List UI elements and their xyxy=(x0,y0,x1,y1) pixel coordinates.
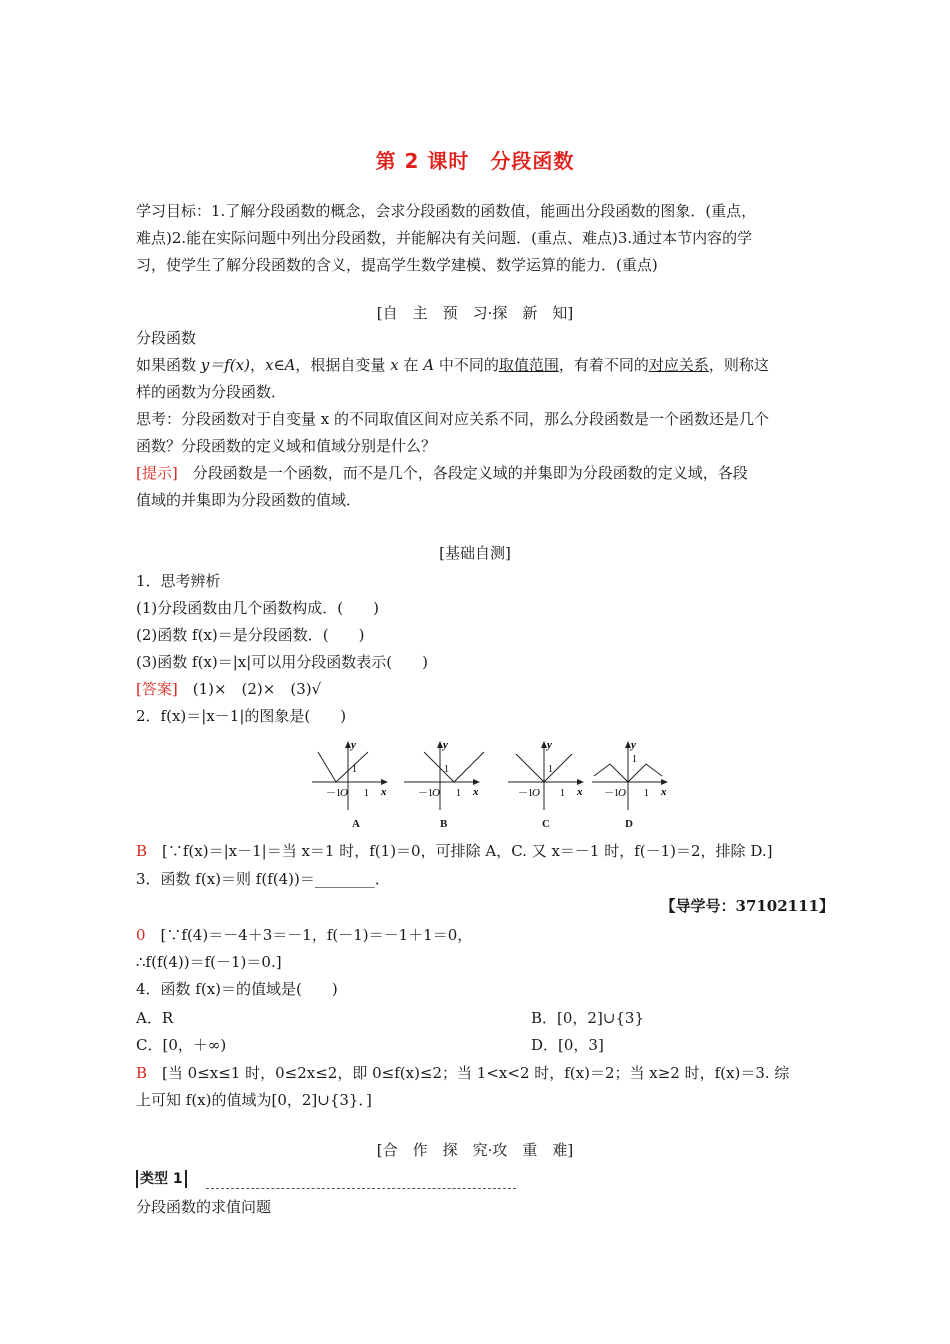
svg-text:－1: －1 xyxy=(326,788,341,799)
q3-answer-2: ∴f(f(4))＝f(－1)＝0.] xyxy=(136,953,282,971)
section-basic-test-heading: [基础自测] xyxy=(439,544,511,562)
svg-text:1: 1 xyxy=(352,764,357,775)
svg-text:1: 1 xyxy=(644,788,649,799)
svg-text:1: 1 xyxy=(364,788,369,799)
svg-text:－1: －1 xyxy=(604,788,619,799)
objectives-line-3: 习，使学生了解分段函数的含义，提高学生数学建模、数学运算的能力．(重点) xyxy=(136,256,658,274)
svg-text:O: O xyxy=(432,787,440,799)
svg-text:1: 1 xyxy=(548,764,553,775)
section-cooperate-heading: [合 作 探 究·攻 重 难] xyxy=(376,1141,574,1159)
graph-c xyxy=(508,739,584,810)
q4-options-row-1 xyxy=(136,1005,645,1032)
type-tag-row xyxy=(136,1168,516,1194)
hint-line-2: 值域的并集即为分段函数的值域． xyxy=(136,491,362,509)
graph-a xyxy=(312,739,388,810)
svg-text:y: y xyxy=(547,739,552,751)
graph-label-b: B xyxy=(440,818,448,830)
svg-text:－1: －1 xyxy=(518,788,533,799)
think-line-1: 思考：分段函数对于自变量 x 的不同取值区间对应关系不同，那么分段函数是一个函数还是几个 xyxy=(136,410,769,428)
svg-text:1: 1 xyxy=(456,788,461,799)
dashed-divider xyxy=(206,1188,516,1189)
answer-tag: [答案] xyxy=(136,680,178,698)
svg-text:x: x xyxy=(661,786,667,798)
q1-item-3: (3)函数 f(x)＝|x|可以用分段函数表示( ) xyxy=(136,653,429,671)
objectives-line-1: 学习目标：1.了解分段函数的概念，会求分段函数的函数值，能画出分段函数的图象．(重点， xyxy=(136,202,757,220)
q4-answer-letter: B xyxy=(136,1064,148,1082)
hint-line-1: [提示] 分段函数是一个函数，而不是几个，各段定义域的并集即为分段函数的定义域，各段 xyxy=(136,464,748,482)
objectives-line-2: 难点)2.能在实际问题中列出分段函数，并能解决有关问题．(重点、难点)3.通过本节内容的学 xyxy=(136,229,753,247)
graph-b xyxy=(404,739,484,810)
concept-line-1: 如果函数 y＝f(x)，x∈A，根据自变量 x 在 A 中不同的取值范围，有着不同的对应关系，则称这 xyxy=(136,356,769,374)
q1-item-2: (2)函数 f(x)＝是分段函数．( ) xyxy=(136,626,365,644)
svg-text:x: x xyxy=(473,786,479,798)
graph-label-d: D xyxy=(625,818,633,830)
q4-options-row-2 xyxy=(136,1032,604,1059)
svg-text:x: x xyxy=(381,786,387,798)
graph-label-a: A xyxy=(352,818,360,830)
hint-tag: [提示] xyxy=(136,464,178,482)
section-preview-heading: [自 主 预 习·探 新 知] xyxy=(376,304,574,322)
graph-d xyxy=(592,739,668,810)
type-title: 分段函数的求值问题 xyxy=(136,1198,272,1216)
svg-text:1: 1 xyxy=(632,754,637,765)
q4-option-b: B．[0，2]∪{3} xyxy=(531,1009,645,1027)
page-title: 第 2 课时 分段函数 xyxy=(375,149,575,173)
svg-text:y: y xyxy=(351,739,356,751)
q3-answer-letter: 0 xyxy=(136,926,146,944)
q1-item-1: (1)分段函数由几个函数构成．( ) xyxy=(136,599,379,617)
graphs-svg xyxy=(308,738,668,830)
concept-line-2: 样的函数为分段函数． xyxy=(136,383,287,401)
q3-title: 3．函数 f(x)＝则 f(f(4))＝________． xyxy=(136,870,390,888)
q3-answer-1: 0 [∵f(4)＝－4＋3＝－1，f(－1)＝－1＋1＝0， xyxy=(136,926,473,944)
underlined-relation: 对应关系 xyxy=(648,356,709,374)
concept-heading: 分段函数 xyxy=(136,329,197,347)
graph-label-c: C xyxy=(542,818,550,830)
svg-text:1: 1 xyxy=(444,764,449,775)
q1-title: 1．思考辨析 xyxy=(136,572,221,590)
q1-answer: [答案] (1)× (2)× (3)√ xyxy=(136,680,322,698)
svg-text:－1: －1 xyxy=(418,788,433,799)
q4-title: 4．函数 f(x)＝的值域是( ) xyxy=(136,980,338,998)
svg-text:O: O xyxy=(618,787,626,799)
guide-number: 【导学号：37102111】 xyxy=(660,897,834,915)
think-line-2: 函数？分段函数的定义域和值域分别是什么？ xyxy=(136,437,437,455)
q2-answer-letter: B xyxy=(136,842,148,860)
q4-answer-2: 上可知 f(x)的值域为[0，2]∪{3}．] xyxy=(136,1091,372,1109)
q4-option-c: C．[0，＋∞) xyxy=(136,1036,227,1054)
svg-text:O: O xyxy=(340,787,348,799)
underlined-range: 取值范围 xyxy=(498,356,559,374)
svg-text:O: O xyxy=(532,787,540,799)
type-tag: 类型 1 xyxy=(136,1170,187,1188)
q2-title: 2．f(x)＝|x－1|的图象是( ) xyxy=(136,707,347,725)
svg-text:y: y xyxy=(443,739,448,751)
q4-option-a: A．R xyxy=(136,1009,174,1027)
q4-answer-1: B [当 0≤x≤1 时，0≤2x≤2，即 0≤f(x)≤2；当 1<x<2 时，f(x)＝2；当 x≥2 时，f(x)＝3. 综 xyxy=(136,1064,790,1082)
svg-text:y: y xyxy=(631,739,636,751)
q4-option-d: D．[0，3] xyxy=(531,1036,604,1054)
svg-text:x: x xyxy=(577,786,583,798)
svg-text:1: 1 xyxy=(560,788,565,799)
q2-graph-options xyxy=(308,738,668,830)
q2-answer: B [∵f(x)＝|x－1|＝当 x＝1 时，f(1)＝0，可排除 A，C. 又 x＝－1 时，f(－1)＝2，排除 D.] xyxy=(136,842,773,860)
